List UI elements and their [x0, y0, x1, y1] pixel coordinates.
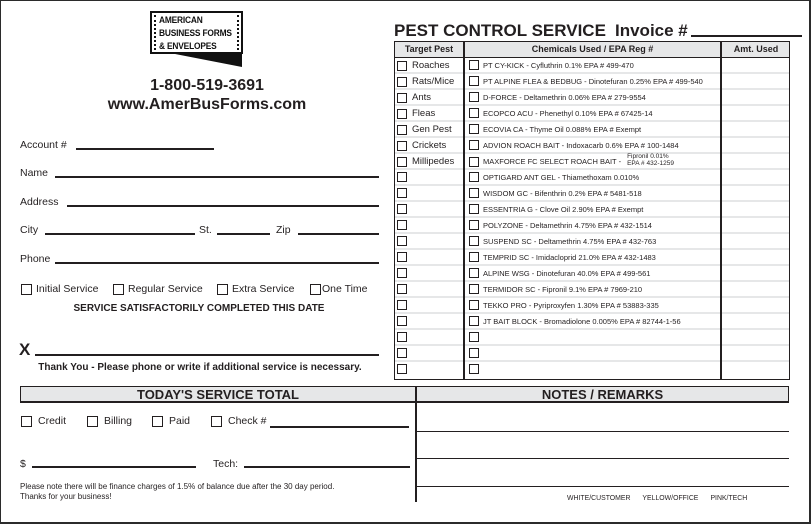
zip-field[interactable]	[298, 233, 379, 235]
amount-used-cell[interactable]	[723, 107, 789, 121]
pest-checkbox[interactable]	[397, 93, 407, 103]
tech-label: Tech:	[213, 458, 239, 470]
logo-dotted-edge	[154, 15, 156, 50]
table-row	[395, 218, 789, 234]
pest-checkbox[interactable]	[397, 77, 407, 87]
checkbox[interactable]	[87, 416, 98, 427]
amount-used-cell[interactable]	[723, 91, 789, 105]
target-pest-cell[interactable]	[397, 60, 450, 71]
company-website: www.AmerBusForms.com	[107, 96, 307, 113]
chemical-cell[interactable]	[469, 204, 643, 214]
table-row	[395, 186, 789, 202]
chemical-checkbox[interactable]	[469, 188, 479, 198]
target-pest-cell[interactable]	[397, 92, 431, 103]
pest-checkbox[interactable]	[397, 204, 407, 214]
chemical-cell[interactable]	[469, 348, 483, 358]
city-field[interactable]	[45, 233, 195, 235]
chemical-checkbox[interactable]	[469, 108, 479, 118]
pest-checkbox[interactable]	[397, 125, 407, 135]
chemical-cell[interactable]	[469, 220, 652, 230]
amount-used-cell[interactable]	[723, 123, 789, 137]
chemical-detail	[627, 153, 674, 167]
amount-used-cell[interactable]	[723, 251, 789, 265]
amount-used-cell[interactable]	[723, 59, 789, 73]
checkbox[interactable]	[21, 284, 32, 295]
chemical-label: TERMIDOR SC - Fipronil 9.1% EPA # 7969-210	[483, 284, 643, 294]
target-pest-cell[interactable]	[397, 268, 412, 278]
chemical-cell[interactable]	[469, 252, 656, 262]
chemical-checkbox[interactable]	[469, 364, 479, 374]
table-body	[395, 58, 789, 378]
logo-line: AMERICAN	[159, 15, 203, 26]
service-option-label: Initial Service	[36, 283, 99, 295]
address-field[interactable]	[67, 205, 379, 207]
phone-label: Phone	[20, 253, 51, 265]
chemical-checkbox[interactable]	[469, 332, 479, 342]
invoice-label: Invoice #	[615, 21, 688, 40]
table-row	[395, 234, 789, 250]
target-pest-cell[interactable]	[397, 124, 452, 135]
chemical-checkbox[interactable]	[469, 236, 479, 246]
logo-line: BUSINESS FORMS	[159, 28, 232, 39]
chemical-cell[interactable]	[469, 76, 703, 86]
table-row	[395, 362, 789, 378]
pest-checkbox[interactable]	[397, 109, 407, 119]
chemical-cell[interactable]	[469, 140, 679, 150]
pest-checkbox[interactable]	[397, 268, 407, 278]
zip-label: Zip	[276, 224, 291, 236]
form-title: PEST CONTROL SERVICE	[394, 21, 606, 40]
checkbox[interactable]	[217, 284, 228, 295]
amount-used-cell[interactable]	[723, 347, 789, 361]
service-option-one-time[interactable]	[310, 283, 368, 295]
pest-checkbox[interactable]	[397, 61, 407, 71]
table-row	[395, 154, 789, 170]
payment-option-label: Paid	[169, 415, 191, 427]
address-label: Address	[20, 196, 59, 208]
pest-label: Gen Pest	[412, 124, 452, 135]
service-option-regular[interactable]	[113, 283, 203, 295]
pest-checkbox[interactable]	[397, 252, 407, 262]
chemical-label: MAXFORCE FC SELECT ROACH BAIT -	[483, 157, 622, 166]
pest-checkbox[interactable]	[397, 348, 407, 358]
name-label: Name	[20, 167, 49, 179]
target-pest-cell[interactable]	[397, 204, 412, 214]
checkbox[interactable]	[211, 416, 222, 427]
chemical-cell[interactable]	[469, 188, 642, 198]
table-row	[395, 282, 789, 298]
tech-field[interactable]	[244, 466, 410, 468]
payment-option-credit[interactable]	[21, 415, 66, 427]
chemical-label: OPTIGARD ANT GEL - Thiamethoxam 0.010%	[483, 172, 640, 182]
invoice-number-field[interactable]	[691, 35, 802, 37]
chemical-cell[interactable]	[469, 284, 642, 294]
company-phone: 1-800-519-3691	[150, 77, 264, 94]
amount-used-cell[interactable]	[723, 235, 789, 249]
column-header-amount: Amt. Used	[733, 44, 779, 54]
pest-label: Fleas	[412, 108, 436, 119]
amount-used-cell[interactable]	[723, 363, 789, 377]
table-row	[395, 90, 789, 106]
notes-header: NOTES / REMARKS	[416, 386, 789, 403]
pest-checkbox[interactable]	[397, 284, 407, 294]
chemical-cell[interactable]	[469, 153, 674, 167]
amount-used-cell[interactable]	[723, 139, 789, 153]
signature-field[interactable]	[35, 354, 379, 356]
table-row	[395, 250, 789, 266]
pest-checkbox[interactable]	[397, 188, 407, 198]
target-pest-cell[interactable]	[397, 316, 412, 326]
chemical-cell[interactable]	[469, 124, 641, 134]
target-pest-cell[interactable]	[397, 300, 412, 310]
copy-label: PINK/TECH	[710, 493, 748, 502]
phone-field[interactable]	[55, 262, 379, 264]
chemical-checkbox[interactable]	[469, 204, 479, 214]
payment-option-billing[interactable]	[87, 415, 132, 427]
account-label: Account #	[20, 139, 67, 151]
city-label: City	[20, 224, 39, 236]
chemical-label: SUSPEND SC - Deltamethrin 4.75% EPA # 432-763	[483, 236, 657, 246]
target-pest-cell[interactable]	[397, 348, 412, 358]
target-pest-cell[interactable]	[397, 236, 412, 246]
chemical-checkbox[interactable]	[469, 268, 479, 278]
pest-label: Ants	[412, 92, 432, 103]
table-header	[395, 42, 789, 58]
chemical-label: WISDOM GC - Bifenthrin 0.2% EPA # 5481-518	[483, 188, 642, 198]
chemical-label: ECOPCO ACU - Phenethyl 0.10% EPA # 67425-14	[483, 108, 653, 118]
signature-x-mark: X	[19, 340, 31, 359]
chemical-label: ESSENTRIA G - Clove Oil 2.90% EPA # Exempt	[483, 204, 644, 214]
column-header-target-pest: Target Pest	[404, 44, 454, 54]
chemical-checkbox[interactable]	[469, 172, 479, 182]
table-row	[395, 314, 789, 330]
checkbox[interactable]	[21, 416, 32, 427]
state-field[interactable]	[217, 233, 270, 235]
chemical-checkbox[interactable]	[469, 92, 479, 102]
chemical-cell[interactable]	[469, 172, 639, 182]
target-pest-cell[interactable]	[397, 188, 412, 198]
chemical-cell[interactable]	[469, 108, 653, 118]
finance-note-line: Thanks for your business!	[20, 492, 112, 501]
pest-checkbox[interactable]	[397, 172, 407, 182]
service-total-header: TODAY'S SERVICE TOTAL	[20, 386, 416, 403]
chemicals-table	[394, 41, 790, 380]
company-logo	[150, 11, 243, 54]
target-pest-cell[interactable]	[397, 108, 435, 119]
checkbox[interactable]	[310, 284, 321, 295]
target-pest-cell[interactable]	[397, 364, 412, 374]
chemical-label: TEMPRID SC - Imidacloprid 21.0% EPA # 432-1483	[483, 252, 656, 262]
target-pest-cell[interactable]	[397, 332, 412, 342]
pest-label: Rats/Mice	[412, 76, 455, 87]
table-row	[395, 346, 789, 362]
chemical-label: ALPINE WSG - Dinotefuran 40.0% EPA # 499-561	[483, 268, 651, 278]
chemical-detail-line: EPA # 432-1259	[627, 160, 674, 167]
checkbox[interactable]	[113, 284, 124, 295]
table-row	[395, 330, 789, 346]
chemical-label: ECOVIA CA - Thyme Oil 0.088% EPA # Exempt	[483, 124, 642, 134]
copy-label: WHITE/CUSTOMER	[567, 493, 631, 502]
amount-used-cell[interactable]	[723, 203, 789, 217]
amount-label: $	[20, 458, 26, 470]
target-pest-cell[interactable]	[397, 156, 454, 167]
column-divider	[463, 42, 465, 379]
chemical-checkbox[interactable]	[469, 316, 479, 326]
chemical-cell[interactable]	[469, 316, 681, 326]
target-pest-cell[interactable]	[397, 284, 412, 294]
table-row	[395, 202, 789, 218]
amount-used-cell[interactable]	[723, 267, 789, 281]
amount-used-cell[interactable]	[723, 75, 789, 89]
table-row	[395, 170, 789, 186]
pest-label: Millipedes	[412, 156, 455, 167]
amount-used-cell[interactable]	[723, 331, 789, 345]
logo-line: & ENVELOPES	[159, 41, 217, 52]
target-pest-cell[interactable]	[397, 220, 412, 230]
notes-line[interactable]	[417, 458, 789, 459]
payment-option-label: Check #	[228, 415, 267, 427]
chemical-checkbox[interactable]	[469, 157, 479, 167]
amount-used-cell[interactable]	[723, 299, 789, 313]
pest-checkbox[interactable]	[397, 300, 407, 310]
chemical-checkbox[interactable]	[469, 124, 479, 134]
logo-dotted-edge	[237, 15, 239, 50]
chemical-cell[interactable]	[469, 364, 483, 374]
thank-you-text: Thank You - Please phone or write if additional service is necessary.	[38, 362, 362, 373]
completion-statement: SERVICE SATISFACTORILY COMPLETED THIS DATE	[73, 303, 325, 314]
chemical-label: PT ALPINE FLEA & BEDBUG - Dinotefuran 0.25% EPA # 499-540	[483, 76, 703, 86]
chemical-cell[interactable]	[469, 300, 659, 310]
payment-option-check[interactable]	[211, 415, 267, 427]
pest-checkbox[interactable]	[397, 141, 407, 151]
target-pest-cell[interactable]	[397, 140, 446, 151]
name-field[interactable]	[55, 176, 379, 178]
chemical-label: PT CY-KICK - Cyfluthrin 0.1% EPA # 499-470	[483, 60, 634, 70]
table-row	[395, 58, 789, 74]
amount-used-cell[interactable]	[723, 315, 789, 329]
table-row	[395, 106, 789, 122]
notes-line[interactable]	[417, 486, 789, 487]
chemical-checkbox[interactable]	[469, 76, 479, 86]
chemical-cell[interactable]	[469, 236, 656, 246]
chemical-cell[interactable]	[469, 332, 483, 342]
amount-used-cell[interactable]	[723, 155, 789, 169]
payment-option-paid[interactable]	[152, 415, 190, 427]
section-divider	[415, 386, 417, 502]
chemical-detail-line: Fipronil 0.01%	[627, 153, 669, 160]
chemical-checkbox[interactable]	[469, 348, 479, 358]
column-header-chemicals: Chemicals Used / EPA Reg #	[531, 44, 654, 54]
chemical-label: ADVION ROACH BAIT - Indoxacarb 0.6% EPA # 100-1484	[483, 140, 679, 150]
amount-used-cell[interactable]	[723, 283, 789, 297]
target-pest-cell[interactable]	[397, 172, 412, 182]
chemical-cell[interactable]	[469, 92, 646, 102]
chemical-checkbox[interactable]	[469, 284, 479, 294]
pest-checkbox[interactable]	[397, 332, 407, 342]
target-pest-cell[interactable]	[397, 76, 454, 87]
payment-option-label: Credit	[38, 415, 67, 427]
column-divider	[720, 42, 722, 379]
payment-option-label: Billing	[104, 415, 133, 427]
table-row	[395, 74, 789, 90]
chemical-label: JT BAIT BLOCK - Bromadiolone 0.005% EPA # 82744-1-56	[483, 316, 681, 326]
chemical-label: POLYZONE - Deltamethrin 4.75% EPA # 432-1514	[483, 220, 652, 230]
checkbox[interactable]	[152, 416, 163, 427]
pest-checkbox[interactable]	[397, 316, 407, 326]
pest-checkbox[interactable]	[397, 236, 407, 246]
amount-field[interactable]	[32, 466, 196, 468]
table-row	[395, 266, 789, 282]
table-row	[395, 298, 789, 314]
state-label: St.	[199, 224, 212, 236]
chemical-checkbox[interactable]	[469, 140, 479, 150]
table-row	[395, 138, 789, 154]
chemical-label: TEKKO PRO - Pyriproxyfen 1.30% EPA # 53883-335	[483, 300, 659, 310]
service-option-extra[interactable]	[217, 283, 294, 295]
account-field[interactable]	[76, 148, 214, 150]
table-row	[395, 122, 789, 138]
pest-checkbox[interactable]	[397, 220, 407, 230]
check-number-field[interactable]	[270, 426, 409, 428]
chemical-checkbox[interactable]	[469, 60, 479, 70]
copy-distribution	[567, 493, 756, 502]
pest-checkbox[interactable]	[397, 364, 407, 374]
amount-used-cell[interactable]	[723, 219, 789, 233]
chemical-cell[interactable]	[469, 60, 634, 70]
chemical-label: D-FORCE - Deltamethrin 0.06% EPA # 279-9554	[483, 92, 646, 102]
target-pest-cell[interactable]	[397, 252, 412, 262]
pest-label: Roaches	[412, 60, 450, 71]
chemical-cell[interactable]	[469, 268, 650, 278]
chemical-checkbox[interactable]	[469, 252, 479, 262]
copy-label: YELLOW/OFFICE	[642, 493, 699, 502]
notes-line[interactable]	[417, 431, 789, 432]
service-option-label: One Time	[322, 283, 368, 295]
service-option-initial[interactable]	[21, 283, 98, 295]
amount-used-cell[interactable]	[723, 187, 789, 201]
service-option-label: Extra Service	[232, 283, 295, 295]
finance-note	[20, 482, 334, 502]
chemical-checkbox[interactable]	[469, 220, 479, 230]
pest-checkbox[interactable]	[397, 157, 407, 167]
finance-note-line: Please note there will be finance charges of 1.5% of balance due after the 30 day period.	[20, 482, 335, 491]
service-option-label: Regular Service	[128, 283, 203, 295]
chemical-checkbox[interactable]	[469, 300, 479, 310]
pest-label: Crickets	[412, 140, 447, 151]
amount-used-cell[interactable]	[723, 171, 789, 185]
